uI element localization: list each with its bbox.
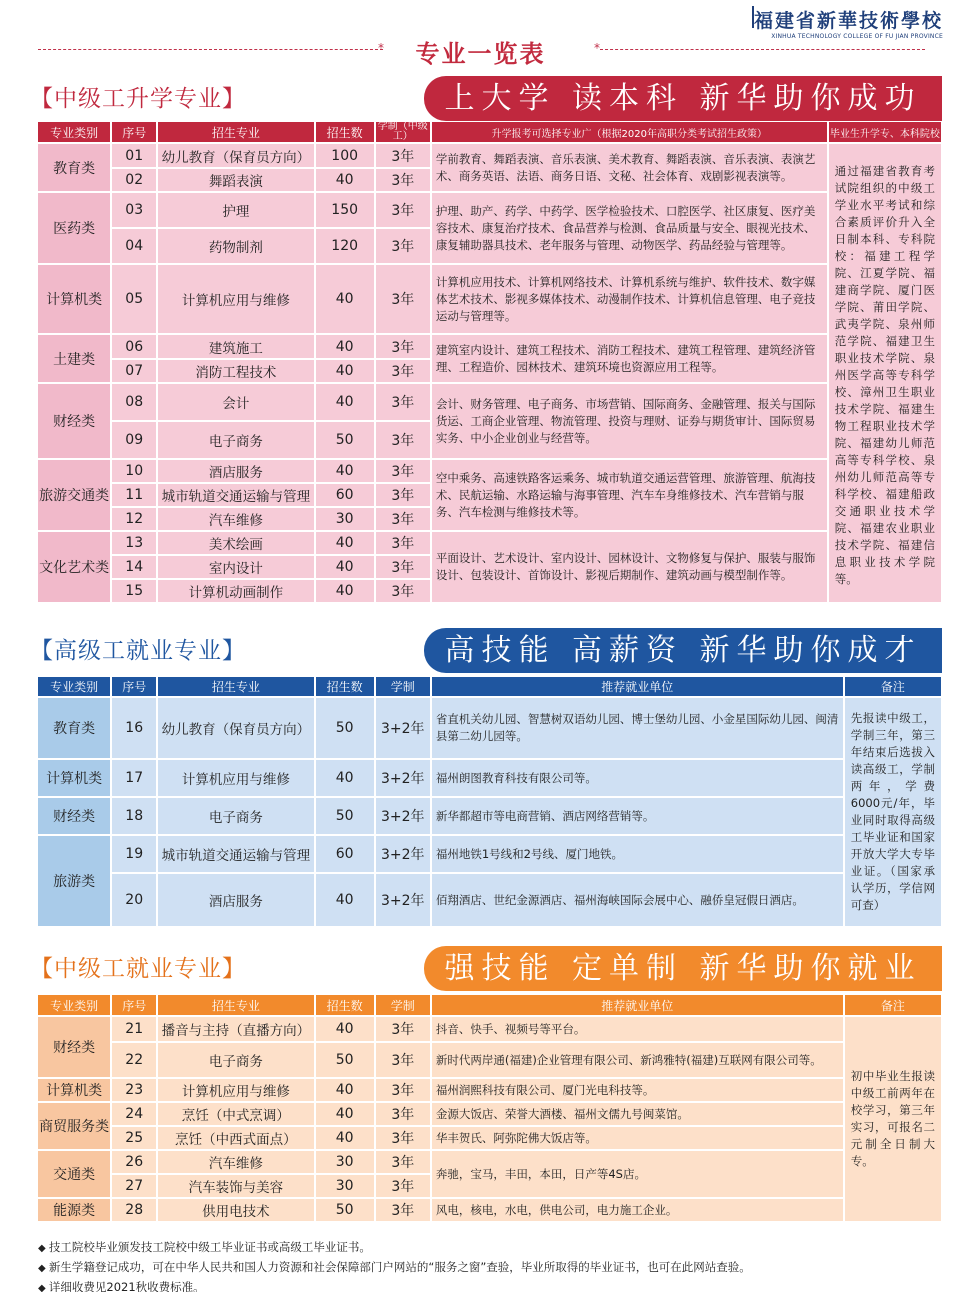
number-cell: 15 [112, 580, 156, 602]
remark-cell: 先报读中级工，学制三年，第三年结束后选拔入读高级工，学制两年，学费6000元/年，毕业同时取得高级工毕业证和国家开放大学大专毕业证。（国家承认学历，学信网可查） [845, 698, 941, 926]
header-remark: 备注 [845, 677, 941, 696]
enrollment-cell: 30 [316, 1175, 374, 1197]
duration-cell: 3+2年 [376, 874, 430, 926]
number-cell: 21 [112, 1017, 156, 1041]
duration-cell: 3年 [376, 484, 430, 506]
table-advanced-employment [36, 675, 943, 928]
enrollment-cell: 40 [316, 1127, 374, 1149]
category-cell: 计算机类 [38, 1079, 110, 1101]
duration-cell: 3年 [376, 460, 430, 482]
table-row [38, 144, 941, 167]
category-cell: 商贸服务类 [38, 1103, 110, 1149]
enrollment-cell: 40 [316, 556, 374, 578]
number-cell: 05 [112, 265, 156, 333]
slogan-banner-2: 高技能 高薪资 新华助你成才 [424, 628, 942, 673]
major-cell: 电子商务 [158, 798, 313, 834]
major-cell: 城市轨道交通运输与管理 [158, 484, 313, 506]
enrollment-cell: 40 [316, 1017, 374, 1041]
header-duration: 学制 [376, 995, 430, 1015]
employer-cell: 金源大饭店、荣誉大酒楼、福州文儒九号闽菜馆。 [432, 1103, 843, 1125]
major-cell: 电子商务 [158, 1043, 313, 1077]
major-cell: 计算机应用与维修 [158, 1079, 313, 1101]
header-duration: 学制（中级工） [376, 122, 430, 142]
table-row [38, 335, 941, 358]
duration-cell: 3年 [376, 508, 430, 530]
enrollment-cell: 40 [316, 265, 374, 333]
major-cell: 美术绘画 [158, 532, 313, 554]
duration-cell: 3年 [376, 169, 430, 191]
school-name-cn: 福建省新華技術學校 [753, 10, 943, 32]
enrollment-cell: 40 [316, 532, 374, 554]
category-cell: 财经类 [38, 1017, 110, 1077]
duration-cell: 3年 [376, 1175, 430, 1197]
major-cell: 播音与主持（直播方向） [158, 1017, 313, 1041]
number-cell: 23 [112, 1079, 156, 1101]
header-remark: 毕业生升学专、本科院校 [829, 122, 941, 142]
number-cell: 19 [112, 836, 156, 872]
major-cell: 电子商务 [158, 422, 313, 458]
table-row [38, 836, 941, 872]
duration-cell: 3+2年 [376, 798, 430, 834]
enrollment-cell: 40 [316, 1103, 374, 1125]
table-row [38, 874, 941, 926]
major-cell: 幼儿教育（保育员方向） [158, 144, 313, 167]
header-category: 专业类别 [38, 677, 110, 696]
major-cell: 药物制剂 [158, 229, 313, 263]
major-cell: 室内设计 [158, 556, 313, 578]
number-cell: 10 [112, 460, 156, 482]
major-cell: 建筑施工 [158, 335, 313, 358]
employer-cell: 福州朗图教育科技有限公司等。 [432, 760, 843, 796]
category-cell: 教育类 [38, 698, 110, 758]
number-cell: 02 [112, 169, 156, 191]
employer-cell: 风电，核电，水电，供电公司，电力施工企业。 [432, 1199, 843, 1221]
enrollment-cell: 50 [316, 798, 374, 834]
major-cell: 供用电技术 [158, 1199, 313, 1221]
duration-cell: 3+2年 [376, 698, 430, 758]
employer-cell: 抖音、快手、视频号等平台。 [432, 1017, 843, 1041]
header-major: 招生专业 [158, 122, 313, 142]
duration-cell: 3年 [376, 580, 430, 602]
duration-cell: 3年 [376, 384, 430, 420]
number-cell: 03 [112, 193, 156, 227]
duration-cell: 3年 [376, 1127, 430, 1149]
number-cell: 26 [112, 1151, 156, 1173]
major-cell: 计算机动画制作 [158, 580, 313, 602]
number-cell: 01 [112, 144, 156, 167]
enrollment-cell: 150 [316, 193, 374, 227]
enrollment-cell: 30 [316, 508, 374, 530]
table-row [38, 1103, 941, 1125]
enrollment-cell: 120 [316, 229, 374, 263]
major-cell: 会计 [158, 384, 313, 420]
enrollment-cell: 30 [316, 1151, 374, 1173]
major-cell: 酒店服务 [158, 460, 313, 482]
header-number: 序号 [112, 122, 156, 142]
header-pathway: 推荐就业单位 [432, 677, 843, 696]
pathway-cell: 计算机应用技术、计算机网络技术、计算机系统与维护、软件技术、数字媒体艺术技术、影视多媒体技术、动漫制作技术、计算机信息管理、电子竞技运动与管理等。 [432, 265, 827, 333]
duration-cell: 3年 [376, 335, 430, 358]
major-cell: 舞蹈表演 [158, 169, 313, 191]
category-cell: 医药类 [38, 193, 110, 263]
major-cell: 汽车维修 [158, 1151, 313, 1173]
header-enrollment: 招生数 [316, 677, 374, 696]
duration-cell: 3年 [376, 1151, 430, 1173]
number-cell: 07 [112, 360, 156, 382]
employer-cell: 新时代两岸通(福建)企业管理有限公司、新鸿雅特(福建)互联网有限公司等。 [432, 1043, 843, 1077]
enrollment-cell: 50 [316, 698, 374, 758]
number-cell: 14 [112, 556, 156, 578]
enrollment-cell: 40 [316, 169, 374, 191]
header-number: 序号 [112, 677, 156, 696]
duration-cell: 3年 [376, 360, 430, 382]
table-row [38, 760, 941, 796]
major-cell: 酒店服务 [158, 874, 313, 926]
number-cell: 12 [112, 508, 156, 530]
employer-cell: 佰翔酒店、世纪金源酒店、福州海峡国际会展中心、融侨皇冠假日酒店。 [432, 874, 843, 926]
pathway-cell: 会计、财务管理、电子商务、市场营销、国际商务、金融管理、报关与国际货运、工商企业管理、物流管理、投资与理财、证券与期货审计、国际贸易实务、中小企业创业与经营等。 [432, 384, 827, 458]
duration-cell: 3年 [376, 556, 430, 578]
pathway-cell: 平面设计、艺术设计、室内设计、园林设计、文物修复与保护、服装与服饰设计、包装设计、首饰设计、影视后期制作、建筑动画与模型制作等。 [432, 532, 827, 602]
duration-cell: 3+2年 [376, 760, 430, 796]
star-right: * [594, 41, 600, 55]
duration-cell: 3年 [376, 229, 430, 263]
header-enrollment: 招生数 [316, 995, 374, 1015]
category-cell: 文化艺术类 [38, 532, 110, 602]
pathway-cell: 护理、助产、药学、中药学、医学检验技术、口腔医学、社区康复、医疗美容技术、康复治疗技术、食品营养与检测、食品质量与安全、眼视光技术、康复辅助器具技术、老年服务与管理、动物医学、药品经验与管理等。 [432, 193, 827, 263]
remark-cell: 初中毕业生报读中级工前两年在校学习，第三年实习，可报名二元制全日制大专。 [845, 1017, 941, 1221]
footnote: ◆ 新生学籍登记成功，可在中华人民共和国人力资源和社会保障部门户网站的“服务之窗”查验，毕业所取得的毕业证书，也可在此网站查验。 [38, 1258, 751, 1278]
header-pathway: 升学报考可选择专业广（根据2020年高职分类考试招生政策） [432, 122, 827, 142]
table-intermediate-employment [36, 993, 943, 1223]
number-cell: 11 [112, 484, 156, 506]
duration-cell: 3年 [376, 144, 430, 167]
table-row [38, 1127, 941, 1149]
employer-cell: 省直机关幼儿园、智慧树双语幼儿园、博士堡幼儿园、小金星国际幼儿园、闽清县第二幼儿园等。 [432, 698, 843, 758]
header-duration: 学制 [376, 677, 430, 696]
header-remark: 备注 [845, 995, 941, 1015]
table-header-row [38, 122, 941, 142]
header-major: 招生专业 [158, 677, 313, 696]
section-label-3: 【中级工就业专业】 [30, 956, 246, 982]
section-label-2: 【高级工就业专业】 [30, 638, 246, 664]
school-name-en: XINHUA TECHNOLOGY COLLEGE OF FU JIAN PROVINCE [771, 33, 943, 40]
enrollment-cell: 50 [316, 1043, 374, 1077]
number-cell: 06 [112, 335, 156, 358]
major-cell: 烹饪（中式烹调） [158, 1103, 313, 1125]
number-cell: 04 [112, 229, 156, 263]
enrollment-cell: 40 [316, 460, 374, 482]
category-cell: 教育类 [38, 144, 110, 191]
duration-cell: 3年 [376, 193, 430, 227]
enrollment-cell: 40 [316, 360, 374, 382]
table-row [38, 193, 941, 227]
enrollment-cell: 50 [316, 1199, 374, 1221]
table-row [38, 1199, 941, 1221]
employer-cell: 华丰贺氏、阿弥陀佛大饭店等。 [432, 1127, 843, 1149]
header-category: 专业类别 [38, 122, 110, 142]
enrollment-cell: 60 [316, 484, 374, 506]
number-cell: 13 [112, 532, 156, 554]
footnote: ◆ 技工院校毕业颁发技工院校中级工毕业证书或高级工毕业证书。 [38, 1238, 751, 1258]
header-enrollment: 招生数 [316, 122, 374, 142]
pathway-cell: 空中乘务、高速铁路客运乘务、城市轨道交通运营管理、旅游管理、航海技术、民航运输、水路运输与海事管理、汽车车身维修技术、汽车营销与服务、汽车检测与维修技术等。 [432, 460, 827, 530]
major-cell: 消防工程技术 [158, 360, 313, 382]
enrollment-cell: 60 [316, 836, 374, 872]
category-cell: 计算机类 [38, 760, 110, 796]
employer-cell: 福州地铁1号线和2号线、厦门地铁。 [432, 836, 843, 872]
number-cell: 17 [112, 760, 156, 796]
number-cell: 22 [112, 1043, 156, 1077]
category-cell: 交通类 [38, 1151, 110, 1197]
page-title: 专业一览表 [415, 40, 546, 68]
table-row [38, 384, 941, 420]
table-row [38, 1151, 941, 1173]
table-header-row [38, 677, 941, 696]
star-left: * [378, 41, 384, 55]
remark-cell: 通过福建省教育考试院组织的中级工学业水平考试和综合素质评价升入全日制本科、专科院校：福建工程学院、江夏学院、福建商学院、厦门医学院、莆田学院、武夷学院、泉州师范学院、福建卫生职业技术学院、泉州医学高等专科学校、漳州卫生职业技术学院、福建生物工程职业技术学院、福建幼儿师范高等专科学校、泉州幼儿师范高等专科学校、福建船政交通职业技术学院、福建农业职业技术学院、福建信息职业技术学院等。 [829, 144, 941, 602]
section-label-1: 【中级工升学专业】 [30, 86, 246, 112]
duration-cell: 3+2年 [376, 836, 430, 872]
number-cell: 08 [112, 384, 156, 420]
employer-cell: 新华都超市等电商营销、酒店网络营销等。 [432, 798, 843, 834]
major-cell: 计算机应用与维修 [158, 760, 313, 796]
number-cell: 24 [112, 1103, 156, 1125]
header-category: 专业类别 [38, 995, 110, 1015]
table-header-row [38, 995, 941, 1015]
number-cell: 28 [112, 1199, 156, 1221]
pathway-cell: 建筑室内设计、建筑工程技术、消防工程技术、建筑工程管理、建筑经济管理、工程造价、园林技术、建筑环境也资源应用工程等。 [432, 335, 827, 382]
number-cell: 20 [112, 874, 156, 926]
category-cell: 旅游类 [38, 836, 110, 926]
footnote: ◆ 详细收费见2021秋收费标准。 [38, 1278, 751, 1292]
category-cell: 能源类 [38, 1199, 110, 1221]
category-cell: 土建类 [38, 335, 110, 382]
number-cell: 16 [112, 698, 156, 758]
number-cell: 25 [112, 1127, 156, 1149]
duration-cell: 3年 [376, 1199, 430, 1221]
table-row [38, 1079, 941, 1101]
table-row [38, 265, 941, 333]
duration-cell: 3年 [376, 265, 430, 333]
duration-cell: 3年 [376, 532, 430, 554]
slogan-banner-1: 上大学 读本科 新华助你成功 [424, 76, 942, 121]
number-cell: 18 [112, 798, 156, 834]
employer-cell: 福州润熙科技有限公司、厦门光电科技等。 [432, 1079, 843, 1101]
enrollment-cell: 40 [316, 580, 374, 602]
header-pathway: 推荐就业单位 [432, 995, 843, 1015]
duration-cell: 3年 [376, 1079, 430, 1101]
major-cell: 城市轨道交通运输与管理 [158, 836, 313, 872]
enrollment-cell: 40 [316, 335, 374, 358]
major-cell: 幼儿教育（保育员方向） [158, 698, 313, 758]
enrollment-cell: 40 [316, 384, 374, 420]
footnotes [38, 1238, 751, 1292]
table-row [38, 532, 941, 554]
enrollment-cell: 40 [316, 874, 374, 926]
major-cell: 计算机应用与维修 [158, 265, 313, 333]
header-major: 招生专业 [158, 995, 313, 1015]
enrollment-cell: 40 [316, 1079, 374, 1101]
category-cell: 计算机类 [38, 265, 110, 333]
slogan-banner-3: 强技能 定单制 新华助你就业 [424, 946, 942, 991]
number-cell: 09 [112, 422, 156, 458]
enrollment-cell: 100 [316, 144, 374, 167]
category-cell: 旅游交通类 [38, 460, 110, 530]
header-number: 序号 [112, 995, 156, 1015]
major-cell: 护理 [158, 193, 313, 227]
table-row [38, 698, 941, 758]
enrollment-cell: 40 [316, 760, 374, 796]
table-row [38, 798, 941, 834]
category-cell: 财经类 [38, 384, 110, 458]
table-row [38, 1017, 941, 1041]
category-cell: 财经类 [38, 798, 110, 834]
enrollment-cell: 50 [316, 422, 374, 458]
duration-cell: 3年 [376, 1043, 430, 1077]
major-cell: 汽车装饰与美容 [158, 1175, 313, 1197]
major-cell: 烹饪（中西式面点） [158, 1127, 313, 1149]
major-cell: 汽车维修 [158, 508, 313, 530]
duration-cell: 3年 [376, 1103, 430, 1125]
number-cell: 27 [112, 1175, 156, 1197]
duration-cell: 3年 [376, 422, 430, 458]
pathway-cell: 奔驰，宝马，丰田，本田，日产等4S店。 [432, 1151, 843, 1197]
table-row [38, 1043, 941, 1077]
duration-cell: 3年 [376, 1017, 430, 1041]
pathway-cell: 学前教育、舞蹈表演、音乐表演、美术教育、舞蹈表演、音乐表演、表演艺术、商务英语、法语、商务日语、文秘、社会体育、戏剧影视表演等。 [432, 144, 827, 191]
table-intermediate-further-study [36, 120, 943, 604]
table-row [38, 460, 941, 482]
